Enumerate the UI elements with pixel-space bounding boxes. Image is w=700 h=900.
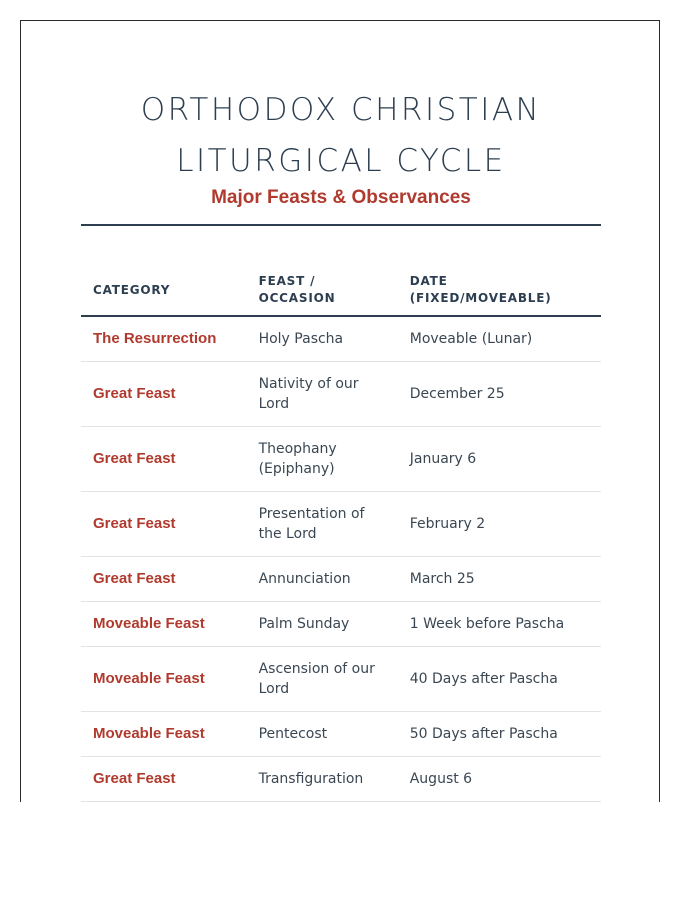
row-feast: Transfiguration bbox=[247, 757, 398, 802]
row-feast: Nativity of our Lord bbox=[247, 362, 398, 427]
table-row bbox=[81, 427, 601, 492]
row-category: The Resurrection bbox=[81, 316, 247, 362]
page-subtitle: Major Feasts & Observances bbox=[211, 187, 471, 208]
table-header-row bbox=[81, 265, 601, 316]
row-date: Moveable (Lunar) bbox=[398, 316, 601, 362]
row-category: Great Feast bbox=[81, 492, 247, 557]
header-date: DATE (FIXED/MOVEABLE) bbox=[398, 265, 601, 316]
table-row bbox=[81, 647, 601, 712]
row-feast: Holy Pascha bbox=[247, 316, 398, 362]
row-category: Great Feast bbox=[81, 362, 247, 427]
table-row bbox=[81, 557, 601, 602]
row-feast: Annunciation bbox=[247, 557, 398, 602]
page-title bbox=[21, 85, 661, 187]
header-feast-line-1: FEAST / bbox=[258, 274, 316, 288]
header-feast bbox=[247, 265, 398, 316]
table-row bbox=[81, 757, 601, 802]
title-divider bbox=[81, 224, 601, 226]
table-row bbox=[81, 492, 601, 557]
document-page bbox=[20, 20, 660, 802]
row-category: Great Feast bbox=[81, 427, 247, 492]
table-row bbox=[81, 602, 601, 647]
row-date: January 6 bbox=[398, 427, 601, 492]
row-category: Moveable Feast bbox=[81, 712, 247, 757]
row-category: Moveable Feast bbox=[81, 647, 247, 712]
row-date: 40 Days after Pascha bbox=[398, 647, 601, 712]
row-feast: Presentation of the Lord bbox=[247, 492, 398, 557]
row-date: 50 Days after Pascha bbox=[398, 712, 601, 757]
row-category: Great Feast bbox=[81, 557, 247, 602]
row-feast: Pentecost bbox=[247, 712, 398, 757]
row-date: August 6 bbox=[398, 757, 601, 802]
row-feast: Ascension of our Lord bbox=[247, 647, 398, 712]
row-date: March 25 bbox=[398, 557, 601, 602]
table-row bbox=[81, 362, 601, 427]
title-line-1: ORTHODOX CHRISTIAN bbox=[140, 92, 542, 128]
table-row bbox=[81, 316, 601, 362]
row-feast: Palm Sunday bbox=[247, 602, 398, 647]
header-category: CATEGORY bbox=[81, 265, 247, 316]
row-category: Moveable Feast bbox=[81, 602, 247, 647]
table-row bbox=[81, 712, 601, 757]
title-line-2: LITURGICAL CYCLE bbox=[176, 143, 506, 179]
row-date: 1 Week before Pascha bbox=[398, 602, 601, 647]
row-category: Great Feast bbox=[81, 757, 247, 802]
feast-table bbox=[81, 265, 601, 802]
header-feast-line-2: OCCASION bbox=[258, 291, 336, 305]
row-date: December 25 bbox=[398, 362, 601, 427]
row-date: February 2 bbox=[398, 492, 601, 557]
row-feast: Theophany (Epiphany) bbox=[247, 427, 398, 492]
